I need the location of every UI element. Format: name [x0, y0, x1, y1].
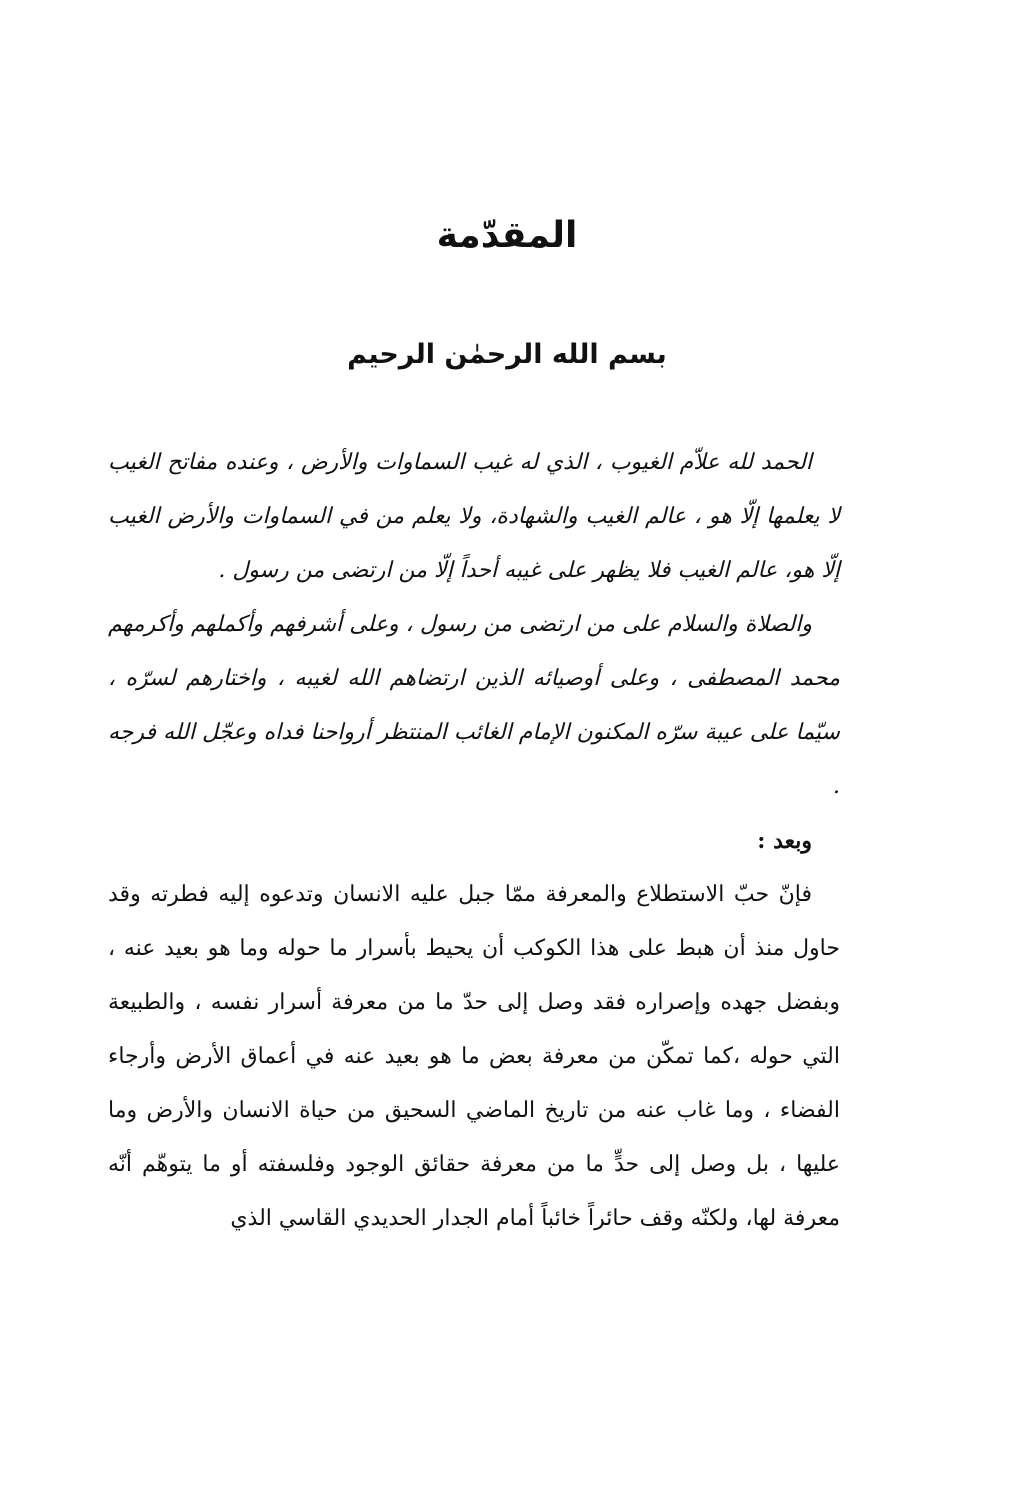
opening-praise-paragraph: الحمد لله علاّم الغيوب ، الذي له غيب السماوات والأرض ، وعنده مفاتح الغيب لا يعلمها إلّا هو ، عالم الغيب والشهادة، ولا يعلم من في السماوات والأرض الغيب إلّا هو، عالم الغيب فلا يظهر على غيبه أحداً إلّا من ارتضى من رسول . [108, 450, 840, 583]
salutation-paragraph: والصلاة والسلام على من ارتضى من رسول ، وعلى أشرفهم وأكملهم وأكرمهم محمد المصطفى ، وعلى أوصيائه الذين ارتضاهم الله لغيبه ، واختارهم لسرّه ، سيّما على عيبة سرّه المكنون الإمام الغائب المنتظر أرواحنا فداه وعجّل الله فرجه . [108, 612, 840, 799]
section-label: وبعد : [757, 828, 812, 854]
basmala-heading: بسم الله الرحمٰن الرحيم [347, 339, 667, 370]
body-text [108, 436, 840, 1246]
main-paragraph: فإنّ حبّ الاستطلاع والمعرفة ممّا جبل عليه الانسان وتدعوه إليه فطرته وقد حاول منذ أن هبط على هذا الكوكب أن يحيط بأسرار ما حوله وما هو بعيد عنه ، وبفضل جهده وإصراره فقد وصل إلى حدّ ما من معرفة أسرار نفسه ، والطبيعة التي حوله ،كما تمكّن من معرفة بعض ما هو بعيد عنه في أعماق الأرض وأرجاء الفضاء ، وما غاب عنه من تاريخ الماضي السحيق من حياة الانسان والأرض وما عليها ، بل وصل إلى حدٍّ ما من معرفة حقائق الوجود وفلسفته أو ما يتوهّم أنّه معرفة لها، ولكنّه وقف حائراً خائباً أمام الجدار الحديدي القاسي الذي [108, 882, 840, 1231]
chapter-title: المقدّمة [436, 215, 578, 256]
